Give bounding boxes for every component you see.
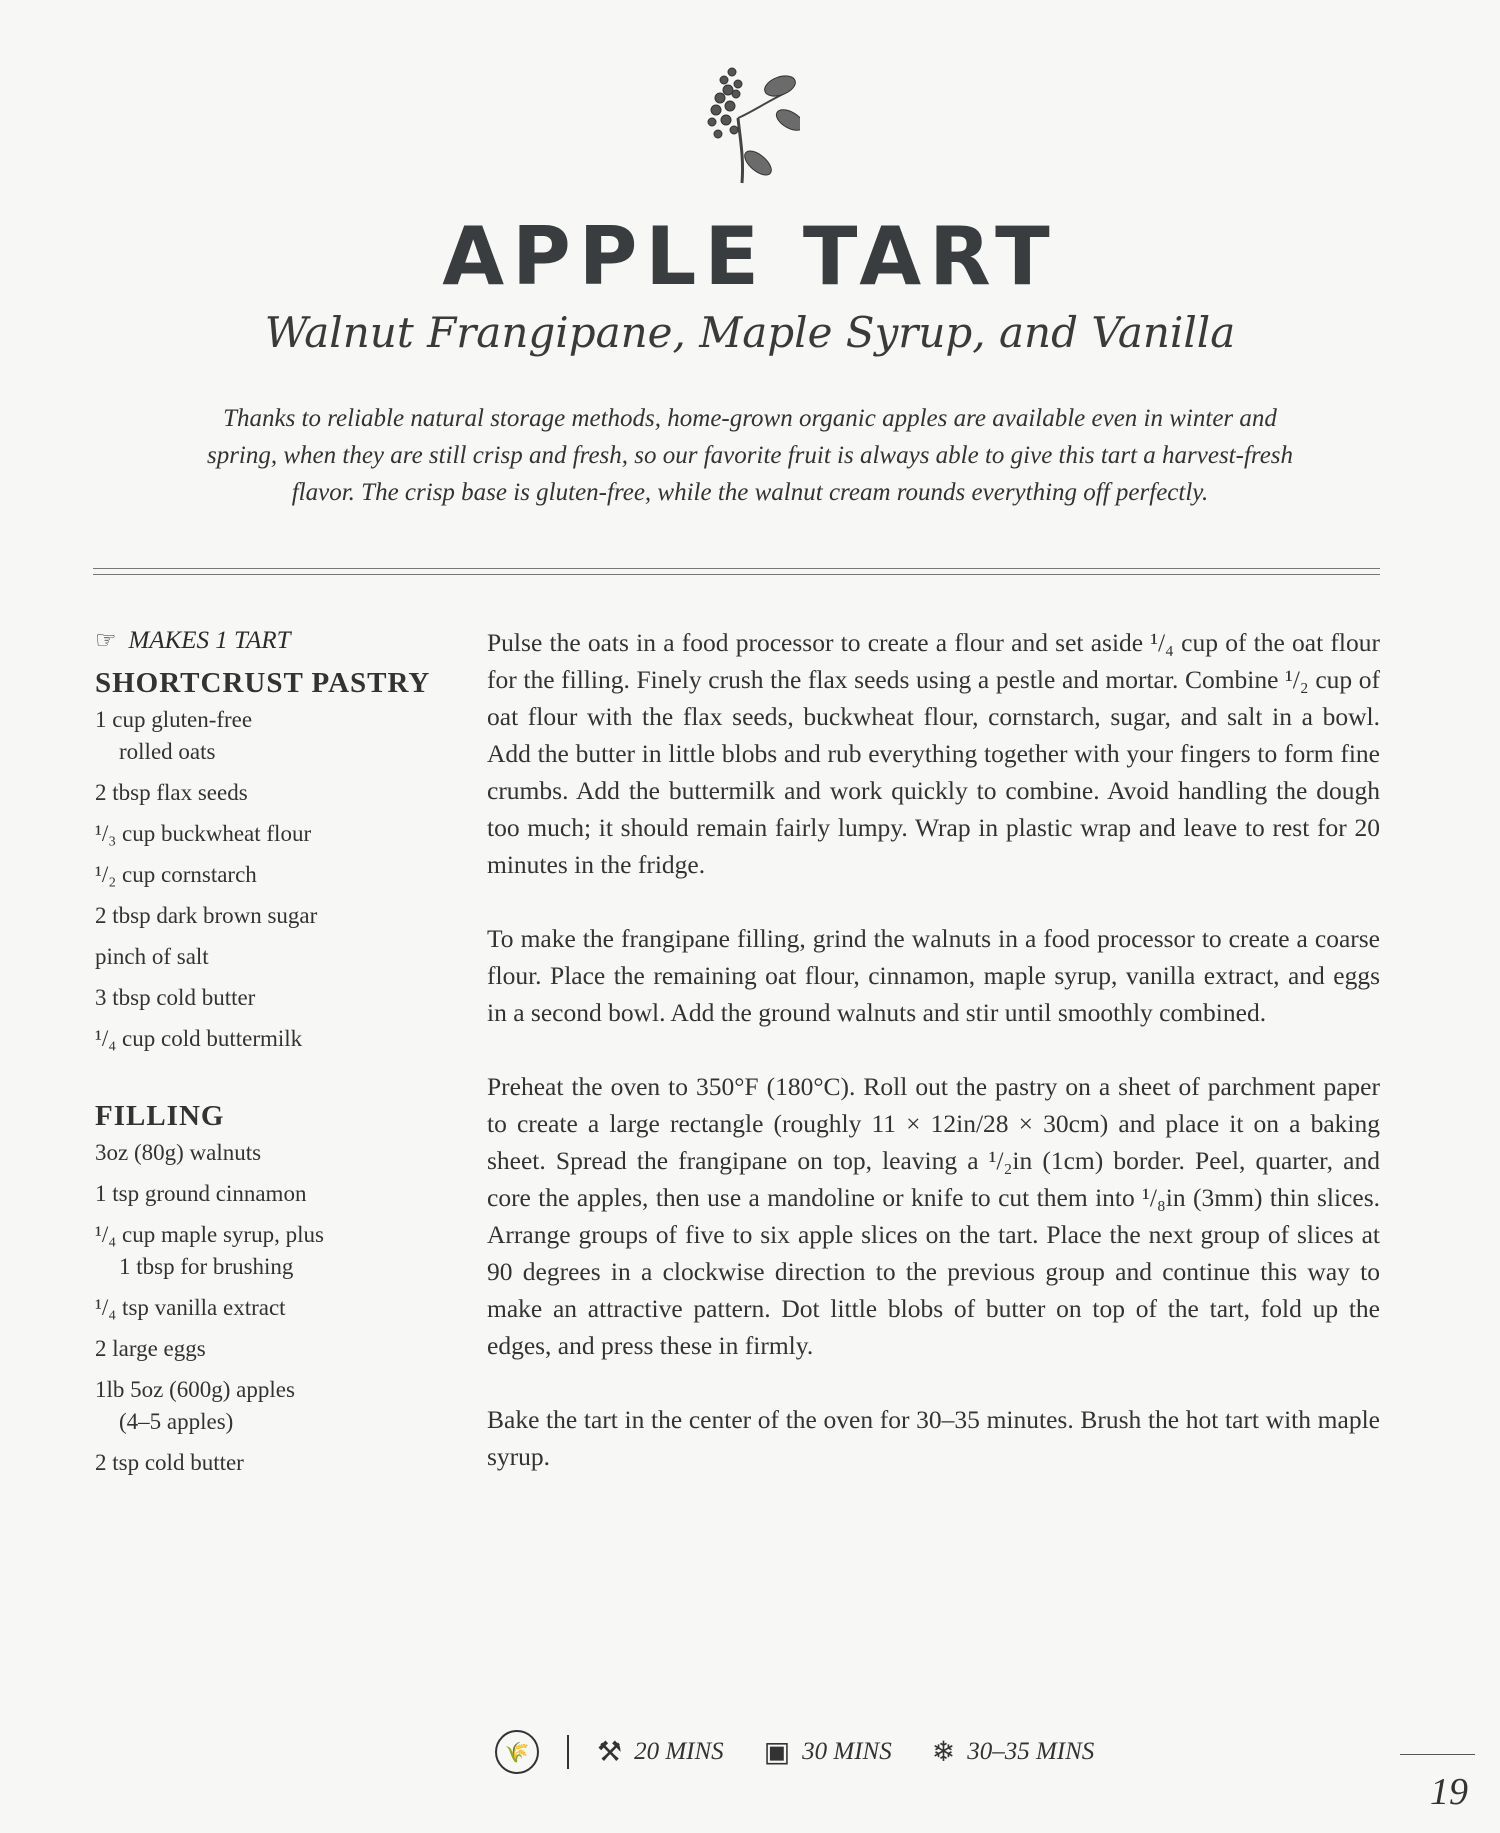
page-number: 19 xyxy=(1430,1771,1468,1813)
ingredient-item: ¹/₄ cup cold buttermilk xyxy=(95,1026,303,1051)
method-step: Preheat the oven to 350°F (180°C). Roll out the pastry on a sheet of parchment paper to create a large rectangle (roughly 11 × 12in/28 × 30cm) and place it on a baking sheet. Spread the frangipane on top, leaving a ¹/₂in (1cm) border. Peel, quarter, and core the apples, then use a mandoline or knife to cut them into ¹/₈in (3mm) thin slices. Arrange groups of five to six apple slices on the tart. Place the next group of slices at 90 degrees in a clockwise direction to the previous group and continue this way to make an attractive pattern. Dot little blobs of butter on top of the tart, fold up the edges, and press these in firmly. xyxy=(487,1072,1380,1360)
ingredient-item: pinch of salt xyxy=(95,944,209,969)
ingredients-column xyxy=(95,626,455,1488)
ingredient-text: ¹/₄ cup maple syrup, plus xyxy=(95,1222,324,1247)
method-step: Bake the tart in the center of the oven for 30–35 minutes. Brush the hot tart with maple syrup. xyxy=(487,1405,1380,1471)
footer-divider xyxy=(567,1735,569,1769)
ingredient-item: 2 tbsp dark brown sugar xyxy=(95,903,318,928)
cool-time-label: 30–35 MINS xyxy=(967,1738,1095,1765)
bake-time-label: 30 MINS xyxy=(802,1738,892,1765)
ingredient-item: 3 tbsp cold butter xyxy=(95,985,256,1010)
filling-title: FILLING xyxy=(95,1100,225,1132)
shortcrust-title: SHORTCRUST PASTRY xyxy=(95,667,431,699)
method-column xyxy=(487,624,1380,1512)
ingredient-text: 1 tbsp for brushing xyxy=(119,1254,294,1279)
ingredient-item: 3oz (80g) walnuts xyxy=(95,1140,262,1165)
ingredient-item xyxy=(95,704,455,768)
ingredient-item: ¹/₄ tsp vanilla extract xyxy=(95,1295,286,1320)
recipe-subtitle: Walnut Frangipane, Maple Syrup, and Vanilla xyxy=(264,308,1236,357)
mixer-icon: ⚒ xyxy=(597,1737,623,1768)
ingredient-item: ¹/₂ cup cornstarch xyxy=(95,862,257,887)
prep-time-label: 20 MINS xyxy=(634,1738,724,1765)
method-step: Pulse the oats in a food processor to create a flour and set aside ¹/₄ cup of the oat flour for the filling. Finely crush the flax seeds using a pestle and mortar. Combine ¹/₂ cup of oat flour with the flax seeds, buckwheat flour, cornstarch, sugar, and salt in a bowl. Add the butter in little blobs and rub everything together with your fingers to form fine crumbs. Add the buttermilk and work quickly to combine. Avoid handling the dough too much; it should remain fairly lumpy. Wrap in plastic wrap and leave to rest for 20 minutes in the fridge. xyxy=(487,628,1380,879)
divider-line xyxy=(93,574,1380,575)
method-step: To make the frangipane filling, grind the walnuts in a food processor to create a coarse flour. Place the remaining oat flour, cinnamon, maple syrup, vanilla extract, and eggs in a second bowl. Add the ground walnuts and stir until smoothly combined. xyxy=(487,924,1380,1027)
divider-line xyxy=(93,568,1380,569)
ingredient-item: 2 tsp cold butter xyxy=(95,1450,244,1475)
ingredient-item: 1 tsp ground cinnamon xyxy=(95,1181,307,1206)
pointing-hand-icon: ☞ xyxy=(95,628,117,654)
bake-time xyxy=(764,1735,892,1769)
yield-line xyxy=(95,626,455,655)
snowflake-icon: ❄ xyxy=(931,1737,956,1768)
ingredient-text: (4–5 apples) xyxy=(119,1409,234,1434)
ingredient-item xyxy=(95,1219,455,1283)
recipe-intro: Thanks to reliable natural storage methods, home-grown organic apples are available even in winter and spring, when they are still crisp and fresh, so our favorite fruit is always able to give this tart a harvest-fresh flavor. The crisp base is gluten-free, while the walnut cream rounds everything off perfectly. xyxy=(206,405,1294,506)
recipe-title: APPLE TART xyxy=(442,210,1058,303)
ingredient-text: rolled oats xyxy=(119,739,216,764)
ingredient-item: 2 tbsp flax seeds xyxy=(95,780,248,805)
cool-time xyxy=(932,1735,1095,1769)
ingredient-text: 1 cup gluten-free xyxy=(95,707,253,732)
oven-icon: ▣ xyxy=(763,1737,791,1768)
prep-time xyxy=(597,1735,724,1769)
ingredient-text: 1lb 5oz (600g) apples xyxy=(95,1377,295,1402)
lilac-branch-illustration xyxy=(690,58,800,188)
page-number-rule xyxy=(1400,1754,1475,1755)
ingredient-item: ¹/₃ cup buckwheat flour xyxy=(95,821,312,846)
gluten-free-icon: 🌾 xyxy=(495,1730,539,1774)
yield-label: MAKES 1 TART xyxy=(128,626,291,654)
recipe-footer xyxy=(495,1730,1134,1774)
ingredient-item: 2 large eggs xyxy=(95,1336,206,1361)
ingredient-item xyxy=(95,1374,455,1438)
